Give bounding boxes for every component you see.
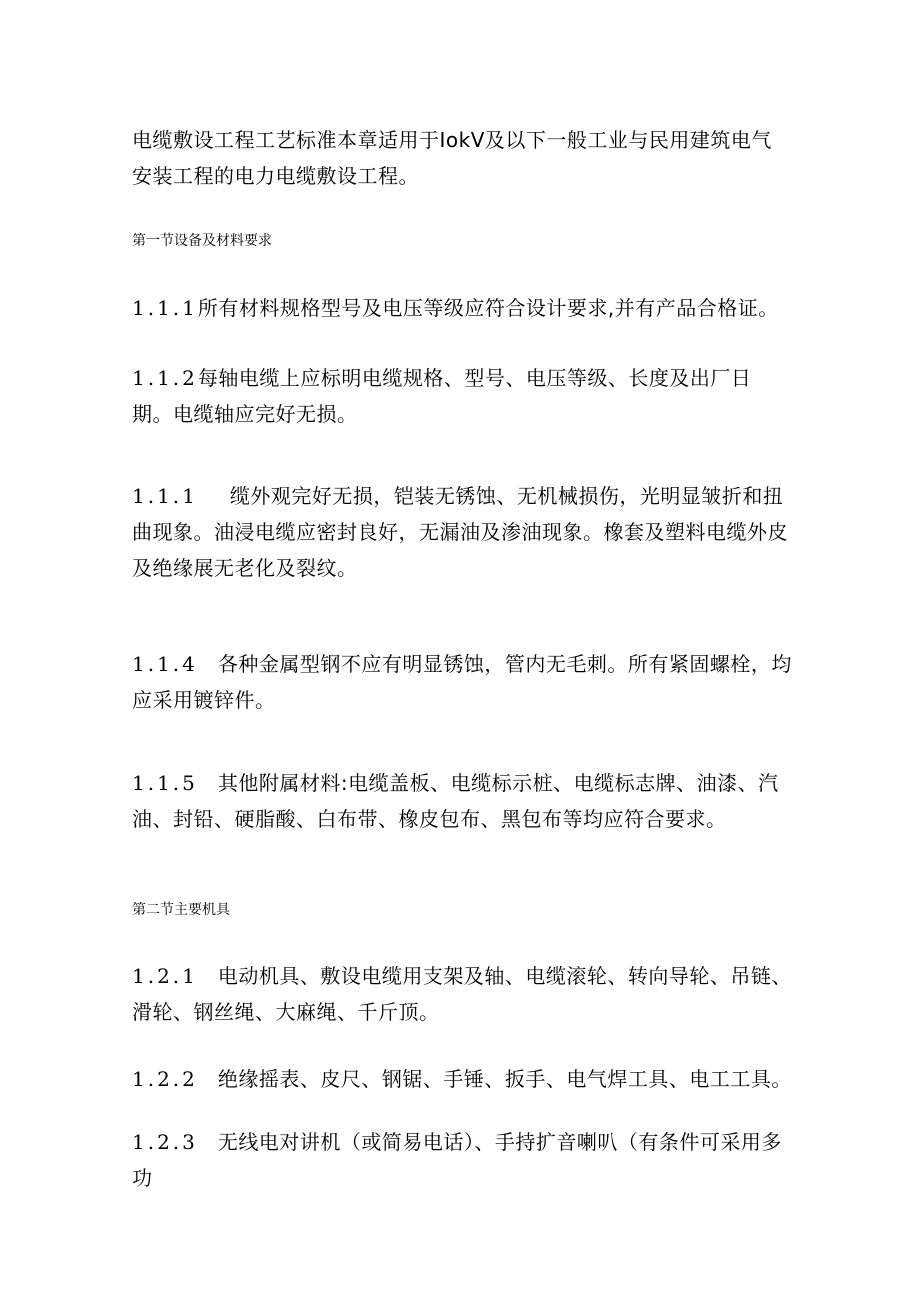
section-heading-tools: 第二节主要机具	[132, 902, 230, 918]
item-number: 1.2.2	[132, 1067, 198, 1091]
item-1-1-1-appearance	[132, 478, 792, 586]
item-text: 每轴电缆上应标明电缆规格、型号、电压等级、长度及出厂日期。电缆轴应完好无损。	[132, 366, 752, 426]
item-1-1-5	[132, 765, 792, 837]
item-number: 1.2.1	[132, 964, 198, 988]
item-text: 其他附属材料:电缆盖板、电缆标示桩、电缆标志牌、油漆、汽油、封铅、硬脂酸、白布带、橡皮包布、黑包布等均应符合要求。	[132, 771, 779, 831]
item-number: 1.1.1	[132, 484, 198, 508]
item-text: 绝缘摇表、皮尺、钢锯、手锤、扳手、电气焊工具、电工工具。	[217, 1067, 792, 1091]
item-1-2-3	[132, 1124, 792, 1196]
item-1-1-1	[132, 290, 792, 326]
item-number: 1.1.2	[132, 366, 198, 390]
item-1-2-2	[132, 1061, 792, 1097]
item-text: 缆外观完好无损，铠装无锈蚀、无机械损伤，光明显皱折和扭曲现象。油浸电缆应密封良好，无漏油及渗油现象。橡套及塑料电缆外皮及绝缘展无老化及裂纹。	[132, 484, 788, 580]
intro-paragraph	[132, 122, 792, 194]
item-text: 无线电对讲机（或简易电话）、手持扩音喇叭（有条件可采用多功	[132, 1130, 782, 1190]
item-number: 1.1.5	[132, 771, 198, 795]
item-1-1-4	[132, 646, 792, 718]
section-heading-equipment: 第一节设备及材料要求	[132, 233, 272, 249]
item-1-2-1	[132, 958, 792, 1030]
item-text: 各种金属型钢不应有明显锈蚀，管内无毛刺。所有紧固螺栓，均应采用镀锌件。	[132, 652, 792, 712]
item-number: 1.1.1	[132, 296, 198, 320]
item-1-1-2	[132, 360, 792, 432]
item-number: 1.2.3	[132, 1130, 198, 1154]
item-number: 1.1.4	[132, 652, 198, 676]
intro-text: 电缆敷设工程工艺标准本章适用于IokV及以下一般工业与民用建筑电气安装工程的电力电缆敷设工程。	[132, 128, 772, 188]
item-text: 所有材料规格型号及电压等级应符合设计要求,并有产品合格证。	[197, 296, 779, 320]
item-text: 电动机具、敷设电缆用支架及轴、电缆滚轮、转向导轮、吊链、滑轮、钢丝绳、大麻绳、千斤顶。	[132, 964, 792, 1024]
